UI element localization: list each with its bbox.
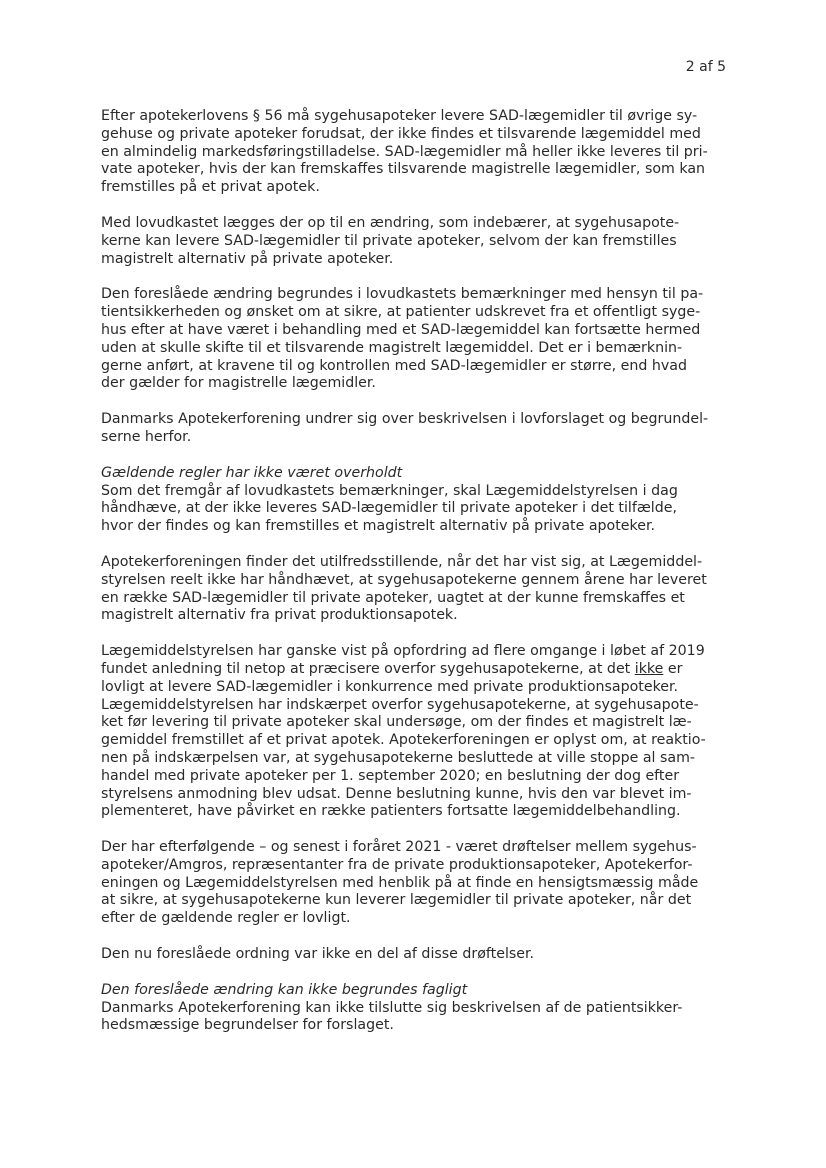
- text-line: gehuse og private apoteker forudsat, der ikke findes et tilsvarende lægemiddel med: [101, 125, 701, 142]
- text-line: nen på indskærpelsen var, at sygehusapotekerne besluttede at ville stoppe al sam-: [101, 749, 696, 766]
- text-line: hvor der findes og kan fremstilles et magistrelt alternativ på private apoteker.: [101, 518, 656, 535]
- paragraph: [101, 643, 729, 821]
- text-line: hus efter at have været i behandling med et SAD-lægemiddel kan fortsætte hermed: [101, 321, 701, 338]
- text-line: Den foreslåede ændring begrundes i lovudkastets bemærkninger med hensyn til pa-: [101, 286, 704, 303]
- text-line: ket før levering til private apoteker skal undersøge, om der findes et magistrelt læ-: [101, 714, 692, 731]
- text-line: Den nu foreslåede ordning var ikke en del af disse drøftelser.: [101, 946, 535, 963]
- text-segment: er: [663, 660, 683, 677]
- text-line: magistrelt alternativ fra privat produktionsapotek.: [101, 607, 458, 624]
- text-line: efter de gældende regler er lovligt.: [101, 910, 351, 927]
- text-line: Lægemiddelstyrelsen har indskærpet overfor sygehusapotekerne, at sygehusapote-: [101, 696, 699, 713]
- text-line: Apotekerforeningen finder det utilfredsstillende, når det har vist sig, at Lægemiddel-: [101, 553, 703, 570]
- paragraph: [101, 554, 729, 625]
- text-line: uden at skulle skifte til et tilsvarende magistrelt lægemiddel. Det er i bemærknin-: [101, 339, 683, 356]
- paragraph: [101, 982, 729, 1035]
- page-number: 2 af 5: [685, 59, 726, 75]
- text-line: styrelsen reelt ikke har håndhævet, at sygehusapotekerne gennem årene har leveret: [101, 571, 707, 588]
- text-line: kerne kan levere SAD-lægemidler til private apoteker, selvom der kan fremstilles: [101, 232, 677, 249]
- text-line: Som det fremgår af lovudkastets bemærkninger, skal Lægemiddelstyrelsen i dag: [101, 482, 678, 499]
- paragraph: [101, 465, 729, 536]
- paragraph: [101, 946, 729, 964]
- text-line: Efter apotekerlovens § 56 må sygehusapoteker levere SAD-lægemidler til øvrige sy-: [101, 108, 698, 124]
- text-line: magistrelt alternativ på private apoteker.: [101, 250, 394, 267]
- paragraph: [101, 411, 729, 447]
- text-line: Med lovudkastet lægges der op til en ændring, som indebærer, at sygehusapote-: [101, 214, 680, 231]
- section-heading: Den foreslåede ændring kan ikke begrundes fagligt: [101, 981, 468, 998]
- text-line: en almindelig markedsføringstilladelse. SAD-lægemidler må heller ikke leveres til pri-: [101, 143, 708, 160]
- paragraph: [101, 215, 729, 268]
- text-line: vate apoteker, hvis der kan fremskaffes tilsvarende magistrelle lægemidler, som kan: [101, 161, 705, 178]
- text-line: [101, 661, 729, 679]
- text-line: håndhæve, at der ikke leveres SAD-lægemidler til private apoteker i det tilfælde,: [101, 500, 677, 517]
- text-line: Danmarks Apotekerforening kan ikke tilslutte sig beskrivelsen af de patientsikker-: [101, 999, 683, 1016]
- text-line: lovligt at levere SAD-lægemidler i konkurrence med private produktionsapoteker.: [101, 678, 679, 695]
- text-line: handel med private apoteker per 1. september 2020; en beslutning der dog efter: [101, 767, 680, 784]
- text-line: hedsmæssige begrundelser for forslaget.: [101, 1017, 394, 1034]
- text-line: serne herfor.: [101, 428, 192, 445]
- text-line: Der har efterfølgende – og senest i foråret 2021 - været drøftelser mellem sygehus-: [101, 839, 697, 856]
- document-body: [101, 108, 729, 1053]
- text-segment: fundet anledning til netop at præcisere overfor sygehusapotekerne, at det: [101, 660, 635, 677]
- paragraph: [101, 839, 729, 928]
- text-line: at sikre, at sygehusapotekerne kun leverer lægemidler til private apoteker, når det: [101, 892, 692, 909]
- text-line: gerne anført, at kravene til og kontrollen med SAD-lægemidler er større, end hvad: [101, 357, 687, 374]
- text-line: tientsikkerheden og ønsket om at sikre, at patienter udskrevet fra et offentligt syge-: [101, 304, 701, 321]
- text-line: styrelsens anmodning blev udsat. Denne beslutning kunne, hvis den var blevet im-: [101, 785, 692, 802]
- text-line: der gælder for magistrelle lægemidler.: [101, 375, 376, 392]
- text-line: Danmarks Apotekerforening undrer sig over beskrivelsen i lovforslaget og begrundel-: [101, 411, 709, 428]
- paragraph: [101, 286, 729, 393]
- text-line: Lægemiddelstyrelsen har ganske vist på opfordring ad flere omgange i løbet af 2019: [101, 643, 705, 660]
- text-line: plementeret, have påvirket en række patienters fortsatte lægemiddelbehandling.: [101, 803, 681, 820]
- underlined-word: ikke: [634, 660, 664, 677]
- text-line: gemiddel fremstillet af et privat apotek. Apotekerforeningen er oplyst om, at reaktio-: [101, 732, 706, 749]
- paragraph: [101, 108, 729, 197]
- section-heading: Gældende regler har ikke været overholdt: [101, 464, 403, 481]
- text-line: fremstilles på et privat apotek.: [101, 179, 320, 196]
- text-line: en række SAD-lægemidler til private apoteker, uagtet at der kunne fremskaffes et: [101, 589, 685, 606]
- text-line: eningen og Lægemiddelstyrelsen med henblik på at finde en hensigtsmæssig måde: [101, 874, 699, 891]
- text-line: apoteker/Amgros, repræsentanter fra de private produktionsapoteker, Apotekerfor-: [101, 856, 693, 873]
